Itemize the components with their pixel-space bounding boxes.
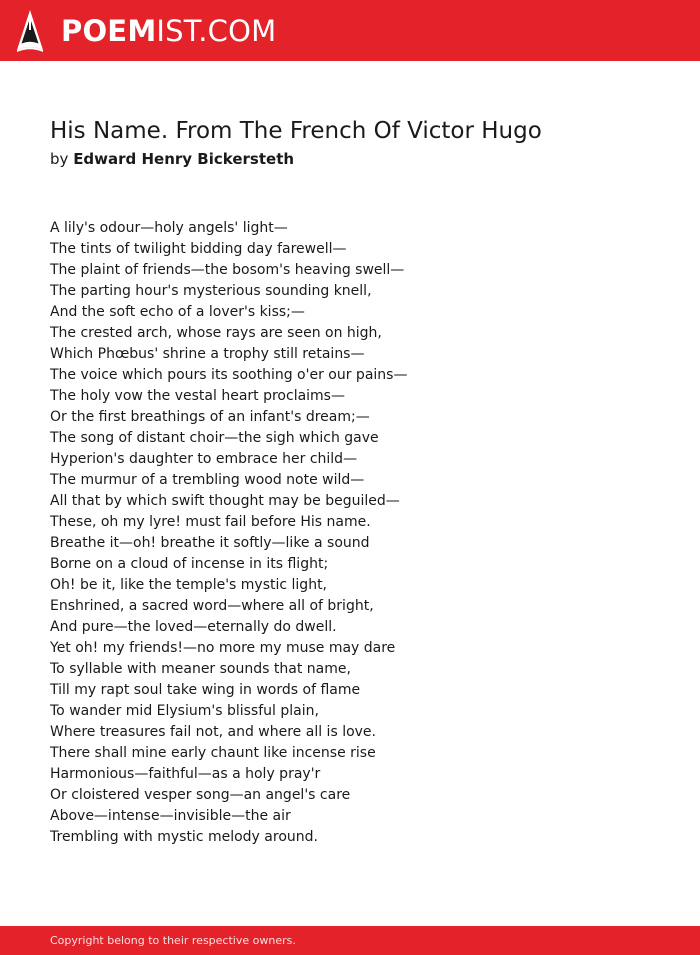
poem-line: The holy vow the vestal heart proclaims— bbox=[50, 388, 345, 404]
pen-nib-icon bbox=[17, 10, 43, 52]
poem-line: Trembling with mystic melody around. bbox=[50, 829, 318, 845]
poem-line: The murmur of a trembling wood note wild— bbox=[50, 472, 365, 488]
poem-line: There shall mine early chaunt like incense rise bbox=[50, 745, 376, 761]
site-header bbox=[0, 0, 700, 61]
poem-line: Oh! be it, like the temple's mystic light, bbox=[50, 577, 328, 593]
poem-line: Above—intense—invisible—the air bbox=[50, 808, 291, 824]
poem-line: The plaint of friends—the bosom's heaving swell— bbox=[50, 262, 405, 278]
poem-line: Yet oh! my friends!—no more my muse may dare bbox=[50, 640, 396, 656]
poem-line: The crested arch, whose rays are seen on high, bbox=[50, 325, 382, 341]
logo-text-bold: POEM bbox=[61, 14, 157, 48]
logo-wordmark bbox=[61, 9, 276, 53]
site-footer bbox=[0, 926, 700, 955]
poem-line: The parting hour's mysterious sounding knell, bbox=[50, 283, 372, 299]
poem-line: Till my rapt soul take wing in words of flame bbox=[50, 682, 361, 698]
byline bbox=[50, 148, 294, 170]
poem-line: Where treasures fail not, and where all is love. bbox=[50, 724, 376, 740]
poem-line: Hyperion's daughter to embrace her child— bbox=[50, 451, 358, 467]
poem-title: His Name. From The French Of Victor Hugo bbox=[50, 118, 542, 144]
poem-line: Breathe it—oh! breathe it softly—like a sound bbox=[50, 535, 370, 551]
poem-line: The tints of twilight bidding day farewell— bbox=[50, 241, 347, 257]
poem-line: And the soft echo of a lover's kiss;— bbox=[50, 304, 305, 320]
poem-line: Enshrined, a sacred word—where all of bright, bbox=[50, 598, 374, 614]
poem-line: These, oh my lyre! must fail before His name. bbox=[50, 514, 371, 530]
poem-line: A lily's odour—holy angels' light— bbox=[50, 220, 288, 236]
poem-line: To wander mid Elysium's blissful plain, bbox=[50, 703, 319, 719]
copyright-notice: Copyright belong to their respective owners. bbox=[50, 934, 296, 947]
poem-line: Or cloistered vesper song—an angel's care bbox=[50, 787, 351, 803]
poem-line: Harmonious—faithful—as a holy pray'r bbox=[50, 766, 321, 782]
byline-prefix: by bbox=[50, 150, 69, 168]
poem-line: Borne on a cloud of incense in its flight; bbox=[50, 556, 329, 572]
poem-body bbox=[50, 218, 407, 848]
poem-line: The voice which pours its soothing o'er our pains— bbox=[50, 367, 408, 383]
author-name[interactable]: Edward Henry Bickersteth bbox=[73, 150, 295, 168]
poem-line: Which Phœbus' shrine a trophy still retains— bbox=[50, 346, 365, 362]
site-logo[interactable] bbox=[17, 9, 276, 53]
logo-text-light: IST.COM bbox=[156, 14, 277, 48]
poem-line: Or the first breathings of an infant's dream;— bbox=[50, 409, 370, 425]
poem-line: The song of distant choir—the sigh which gave bbox=[50, 430, 379, 446]
poem-line: All that by which swift thought may be beguiled— bbox=[50, 493, 400, 509]
poem-line: And pure—the loved—eternally do dwell. bbox=[50, 619, 337, 635]
poem-line: To syllable with meaner sounds that name, bbox=[50, 661, 351, 677]
